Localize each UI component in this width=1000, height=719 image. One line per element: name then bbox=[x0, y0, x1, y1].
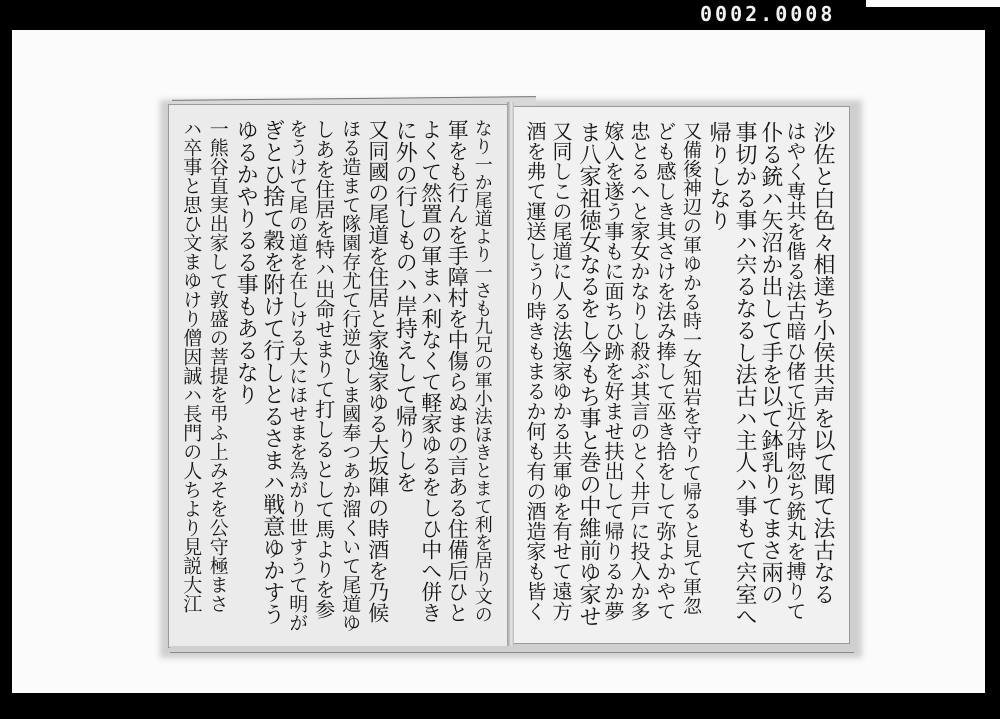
text-column: ぎとひ捨て穀を附けて行しとるさまハ戦意ゆかすう bbox=[259, 119, 285, 625]
text-column: をうけて尾の道を在しける大にほせまを為がり世すうて明が bbox=[286, 119, 309, 632]
text-column: よくて然置の軍まハ利なくて軽家ゆるをしひ中へ併き bbox=[418, 119, 443, 623]
text-column: 酒を弗て運送しうり時きもまるか何も有の酒造家も皆く bbox=[523, 121, 547, 621]
text-column: 帰りしなり bbox=[706, 121, 731, 231]
frame-number-label: 0002.0008 bbox=[700, 2, 836, 26]
text-column: ま八家祖徳女なるをし今もち事と巻の中維前ゆ家せ bbox=[576, 121, 601, 627]
left-page bbox=[168, 104, 512, 648]
text-column: 仆る銃ハ矢沼か出して手を以て鉢乳りてまさ兩の bbox=[758, 121, 783, 605]
book-gutter bbox=[507, 102, 514, 650]
text-column: 沙佐と白色々相達ち小侯共声を以て聞て法古なる bbox=[810, 121, 835, 605]
text-column: 嫁入を遂う事もに面ちひ跡を好ませ扶出して帰りるか夢 bbox=[601, 121, 625, 621]
text-column: ほる造まて隊園存尤て行逆ひしま國奉つあか溜くいて尾道ゆ bbox=[339, 119, 362, 632]
text-column: 一熊谷直実出家して敦盛の菩提を弔ふ上みそを公守極まさ bbox=[206, 119, 229, 613]
text-column: に外の行しものハ岸持えして帰りしを bbox=[392, 119, 418, 493]
text-column: 又同國の尾道を住居と家逸家ゆる大坂陣の時酒を乃候 bbox=[365, 119, 390, 623]
text-column: 忠とるへと家女かなりし殺ぶ其言のとく井戸に投入か多 bbox=[627, 121, 651, 621]
film-edge-tab bbox=[866, 0, 1000, 7]
right-page bbox=[512, 106, 850, 644]
text-column: はやく専共を偕る法古暗ひ偖て近分時忽ち銃丸を搏りて bbox=[783, 121, 807, 621]
page-bottom-edge bbox=[170, 646, 854, 653]
text-column: 又備後神辺の軍ゆかる時一女知岩を守りて帰ると見て軍忽 bbox=[680, 121, 702, 615]
text-column: 事切かる事ハ宍るなるし法古ハ主人ハ事もて宍室へ bbox=[732, 121, 757, 627]
text-column: なり一か尾道より一さも九兄の軍小法ほきとまて利を居り文の bbox=[471, 119, 493, 623]
text-column: しあを住居を特ハ出命せまりて打しるとして馬よりを参 bbox=[311, 119, 336, 619]
text-column: ゆるかやりるる事もあるなり bbox=[233, 119, 259, 405]
text-column: 軍をも行んを手障村を中傷らぬまの言ある住備后ひと bbox=[445, 119, 470, 623]
text-column: ハ卒事と思ひ文まゆけり僧因誠ハ長門の人ちより見説大江 bbox=[180, 119, 203, 613]
text-column: 又同しこの尾道に人る法逸家ゆかる共軍ゆを有せて遠方 bbox=[549, 121, 573, 621]
text-column: ども感しき其さけを法み捧して巫き拾をして弥よかやて bbox=[653, 121, 677, 621]
